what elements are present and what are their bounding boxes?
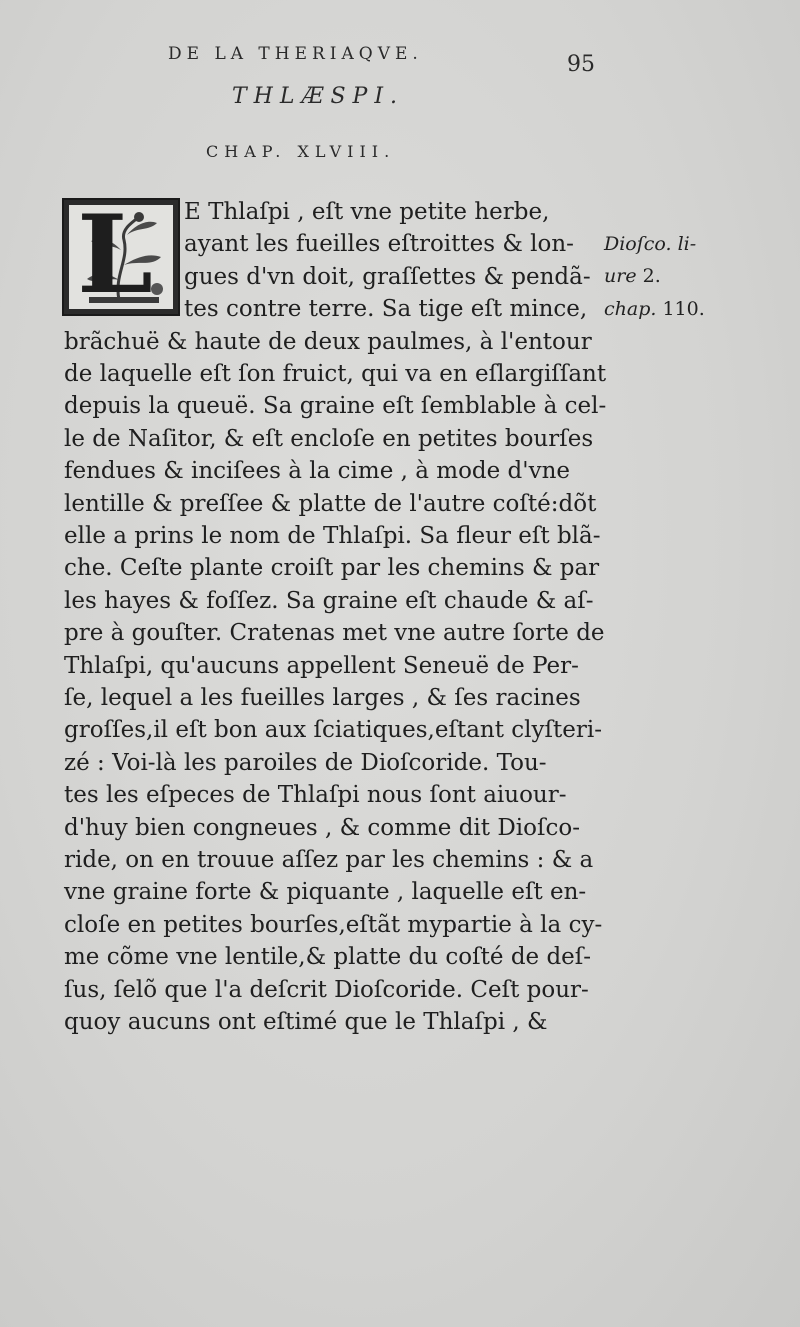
- chapter-number: CHAP. XLVIII.: [206, 142, 396, 161]
- text-line: tes les eſpeces de Thlaſpi nous ſont aiuour-: [64, 782, 567, 808]
- text-line: gues d'vn doit, graſſettes & pendã-: [184, 264, 591, 290]
- text-line: lentille & preſſee & platte de l'autre coſté:dõt: [64, 491, 597, 517]
- margin-note-line: [604, 260, 705, 292]
- margin-note-number: 2.: [642, 265, 661, 288]
- margin-note-line: Dioſco. li-: [604, 233, 697, 255]
- text-line: groſſes,il eſt bon aux ſciatiques,eſtant clyſteri-: [64, 717, 603, 743]
- text-line: quoy aucuns ont eſtimé que le Thlaſpi , &: [64, 1009, 548, 1035]
- running-head: DE LA THERIAQVE.: [168, 44, 423, 64]
- text-line: les hayes & foſſez. Sa graine eſt chaude & aſ-: [64, 588, 594, 614]
- text-line: ride, on en trouue aſſez par les chemins : & a: [64, 847, 594, 873]
- margin-note-line: [604, 293, 705, 325]
- text-line: Thlaſpi, qu'aucuns appellent Seneuë de Per-: [64, 653, 579, 679]
- text-line: depuis la queuë. Sa graine eſt ſemblable à cel-: [64, 393, 607, 419]
- text-line: de laquelle eſt ſon fruict, qui va en eſlargiſſant: [64, 361, 607, 387]
- text-line: cloſe en petites bourſes,eſtãt mypartie à la cy-: [64, 912, 603, 938]
- margin-note-number: 110.: [662, 297, 705, 320]
- decorated-initial-icon: [62, 192, 180, 318]
- chapter-title: THLÆSPI.: [232, 84, 405, 109]
- text-line: vne graine forte & piquante , laquelle eſt en-: [64, 879, 587, 905]
- text-line: me cõme vne lentile,& platte du coſté de deſ-: [64, 944, 592, 970]
- margin-note-word: chap.: [604, 297, 657, 320]
- text-line: le de Naſitor, & eſt encloſe en petites bourſes: [64, 426, 594, 452]
- text-line: tes contre terre. Sa tige eſt mince,: [184, 296, 588, 322]
- text-line: che. Ceſte plante croiſt par les chemins & par: [64, 555, 600, 581]
- text-line: elle a prins le nom de Thlaſpi. Sa fleur eſt blã-: [64, 523, 601, 549]
- text-line: fendues & inciſees à la cime , à mode d'vne: [64, 458, 571, 484]
- initial-letter: L: [77, 192, 153, 318]
- margin-note-word: ure: [604, 265, 637, 288]
- text-line: ſus, ſelõ que l'a deſcrit Dioſcoride. Ceſt pour-: [64, 977, 589, 1003]
- page-number: 95: [567, 52, 595, 77]
- text-line: d'huy bien congneues , & comme dit Dioſco-: [64, 815, 580, 841]
- text-line: pre à gouſter. Cratenas met vne autre ſorte de: [64, 620, 605, 646]
- text-line: ayant les fueilles eſtroittes & lon-: [184, 231, 574, 257]
- text-line: brãchuë & haute de deux paulmes, à l'entour: [64, 329, 592, 355]
- text-line: E Thlaſpi , eſt vne petite herbe,: [184, 199, 550, 225]
- margin-note: [604, 228, 705, 325]
- text-line: ſe, lequel a les fueilles larges , & ſes racines: [64, 685, 581, 711]
- text-line: zé : Voi-là les paroiles de Dioſcoride. Tou-: [64, 750, 547, 776]
